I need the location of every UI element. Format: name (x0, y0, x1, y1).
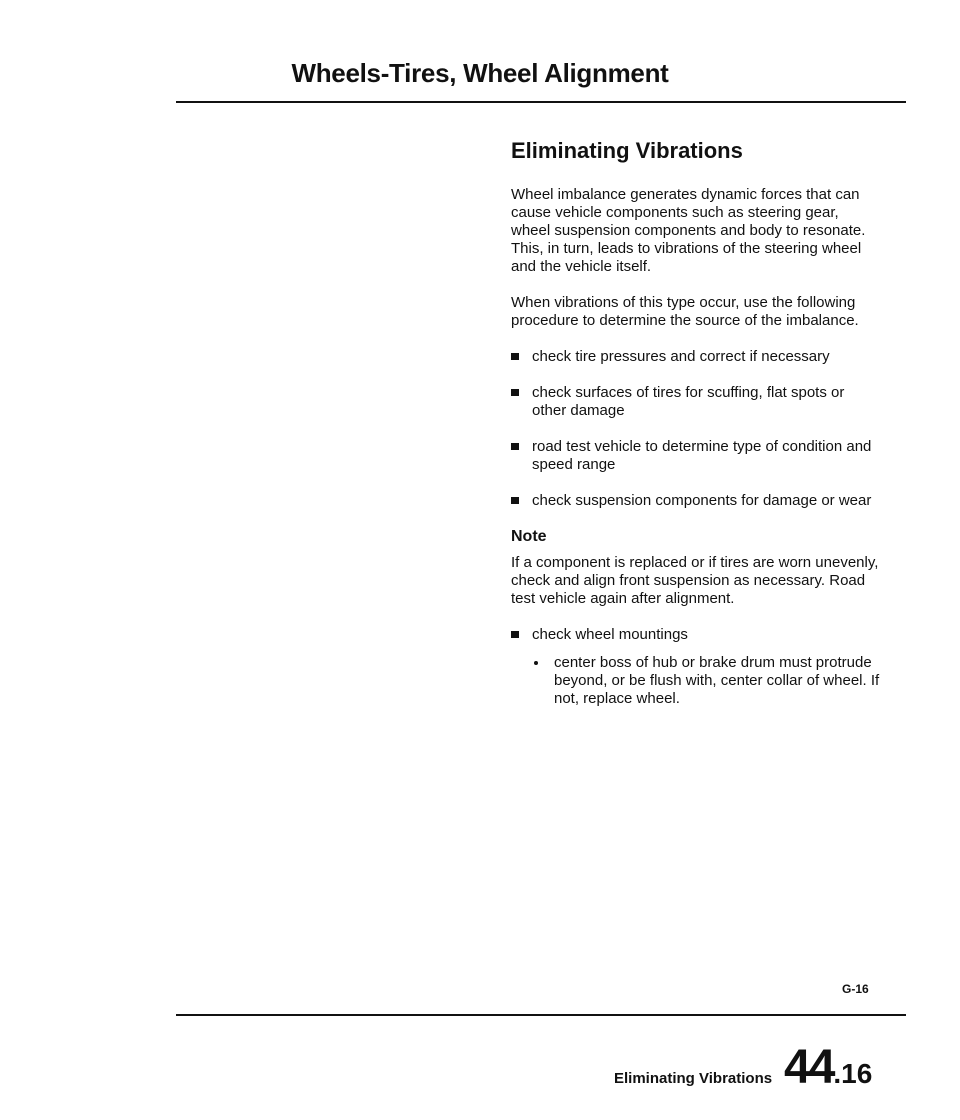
page-number-minor: .16 (833, 1058, 873, 1089)
main-content (511, 134, 881, 726)
header-divider (176, 101, 906, 103)
page-code: G-16 (842, 982, 869, 996)
list-item: check surfaces of tires for scuffing, flat spots or other damage (511, 384, 881, 420)
section-heading: Eliminating Vibrations (511, 138, 743, 163)
procedure-list (511, 348, 881, 510)
note-heading: Note (511, 528, 547, 545)
bullet-icon (511, 497, 519, 504)
sub-list-item: center boss of hub or brake drum must protrude beyond, or be flush with, center collar of wheel. If not, replace wheel. (532, 654, 881, 708)
list-item: check tire pressures and correct if necessary (511, 348, 881, 366)
bullet-icon (511, 353, 519, 360)
note-text: If a component is replaced or if tires are worn unevenly, check and align front suspension as necessary. Road test vehicle again after alignment. (511, 554, 879, 607)
final-list (511, 626, 881, 708)
page-number-major: 44 (784, 1041, 834, 1094)
footer-section-label: Eliminating Vibrations (614, 1070, 773, 1087)
footer-divider (176, 1014, 906, 1016)
procedure-paragraph: When vibrations of this type occur, use the following procedure to determine the source of the imbalance. (511, 294, 859, 329)
dot-bullet-icon (534, 661, 538, 665)
intro-paragraph: Wheel imbalance generates dynamic forces that can cause vehicle components such as steering gear, wheel suspension components and body to resonate. This, in turn, leads to vibrations of the steering wheel and the vehicle itself. (511, 186, 866, 275)
sub-list (532, 654, 881, 708)
bullet-icon (511, 389, 519, 396)
page-header-title: Wheels-Tires, Wheel Alignment (291, 58, 669, 88)
list-item: road test vehicle to determine type of condition and speed range (511, 438, 881, 474)
list-item: check wheel mountings center boss of hub or brake drum must protrude beyond, or be flush with, center collar of wheel. If not, replace wheel. (511, 626, 881, 708)
list-item: check suspension components for damage or wear (511, 492, 881, 510)
bullet-icon (511, 631, 519, 638)
footer-page-number (784, 1040, 872, 1095)
bullet-icon (511, 443, 519, 450)
